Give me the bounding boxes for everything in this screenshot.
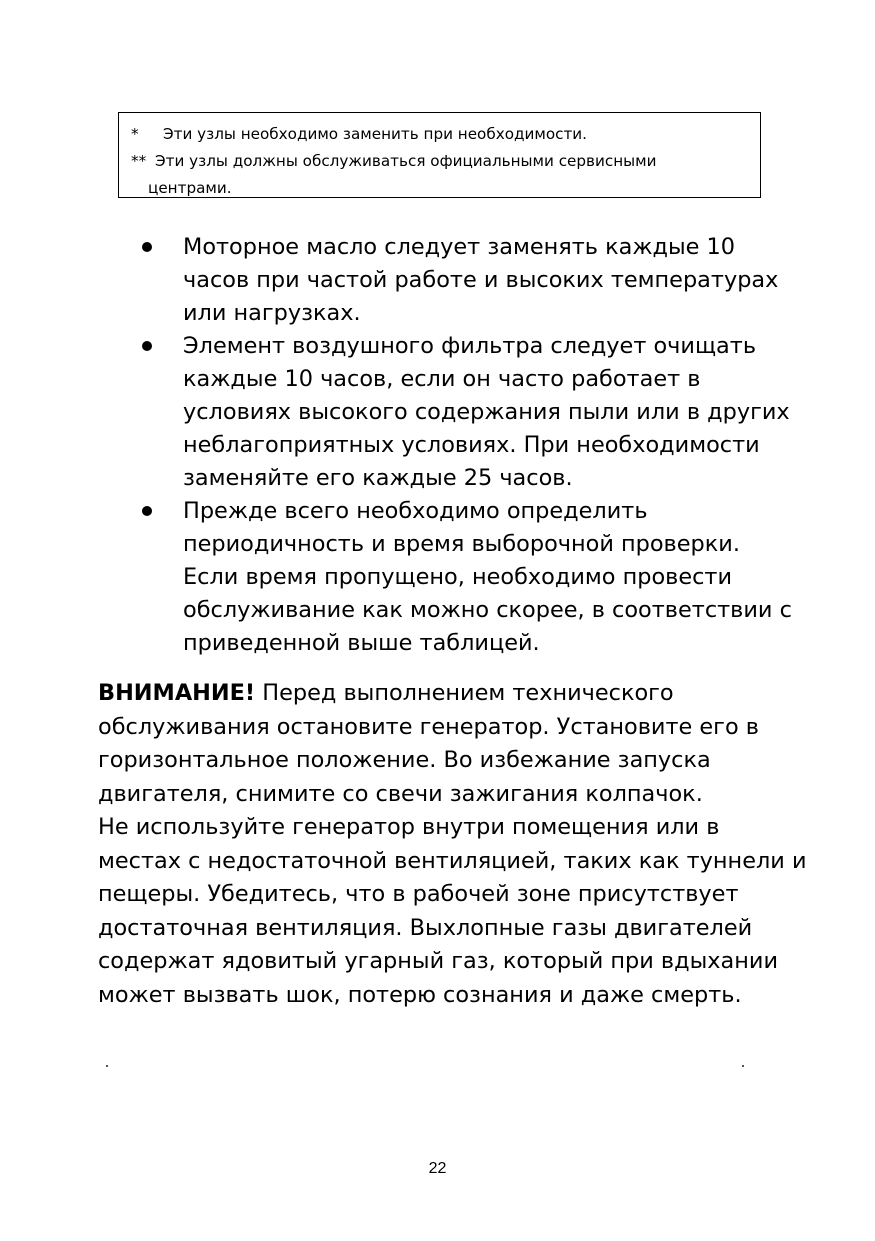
footnote-1	[131, 121, 760, 148]
warning-first-line	[98, 677, 798, 711]
bullet-line: часов при частой работе и высоких температурах	[183, 267, 779, 293]
bullet-line: Моторное масло следует заменять каждые 10	[183, 234, 736, 260]
bullet-line: приведенной выше таблицей.	[183, 630, 540, 656]
warning-line: может вызвать шок, потерю сознания и даже смерть.	[98, 981, 742, 1008]
scan-dot-left	[106, 1065, 108, 1067]
footnote-2-mark: **	[131, 152, 147, 170]
warning-line: местах с недостаточной вентиляцией, таких как туннели и	[98, 847, 807, 874]
bullet-item-air-filter	[0, 330, 875, 495]
warning-line: достаточная вентиляция. Выхлопные газы двигателей	[98, 914, 753, 941]
bullet-line: заменяйте его каждые 25 часов.	[183, 465, 573, 491]
footnote-2	[131, 148, 760, 175]
bullet-line: неблагоприятных условиях. При необходимости	[183, 432, 760, 458]
bullet-dot-icon	[142, 341, 152, 351]
footnote-2-continuation: центрами.	[148, 179, 232, 197]
bullet-line: обслуживание как можно скорее, в соответствии с	[183, 597, 792, 623]
footnote-1-text: Эти узлы необходимо заменить при необходимости.	[163, 125, 588, 143]
bullet-dot-icon	[142, 242, 152, 252]
footnote-2-text: Эти узлы должны обслуживаться официальными сервисными	[155, 152, 657, 170]
warning-line: двигателя, снимите со свечи зажигания колпачок.	[98, 780, 703, 807]
warning-title: ВНИМАНИЕ!	[98, 680, 256, 706]
warning-line: обслуживания остановите генератор. Установите его в	[98, 713, 759, 740]
footnotes-box	[118, 112, 761, 198]
warning-paragraph	[98, 677, 807, 1012]
page-number: 22	[428, 1160, 447, 1177]
bullet-line: Прежде всего необходимо определить	[183, 498, 648, 524]
footnote-1-mark: *	[131, 125, 139, 143]
warning-line: пещеры. Убедитесь, что в рабочей зоне присутствует	[98, 881, 739, 907]
warning-line: горизонтальное положение. Во избежание запуска	[98, 747, 711, 773]
bullet-dot-icon	[142, 506, 152, 516]
warning-first-line-text: Перед выполнением технического	[255, 680, 674, 706]
warning-line: Не используйте генератор внутри помещения или в	[98, 814, 720, 840]
maintenance-bullet-list	[0, 231, 875, 660]
bullet-line: периодичность и время выборочной проверки.	[183, 531, 740, 557]
bullet-item-inspection	[0, 495, 875, 660]
bullet-line: Элемент воздушного фильтра следует очищать	[183, 333, 757, 359]
bullet-line: каждые 10 часов, если он часто работает в	[183, 366, 701, 392]
scan-dot-right	[742, 1065, 744, 1067]
bullet-line: условиях высокого содержания пыли или в других	[183, 399, 790, 425]
bullet-line: или нагрузках.	[183, 300, 361, 326]
warning-line: содержат ядовитый угарный газ, который при вдыхании	[98, 948, 778, 974]
bullet-line: Если время пропущено, необходимо провести	[183, 564, 733, 590]
bullet-item-oil	[0, 231, 875, 330]
